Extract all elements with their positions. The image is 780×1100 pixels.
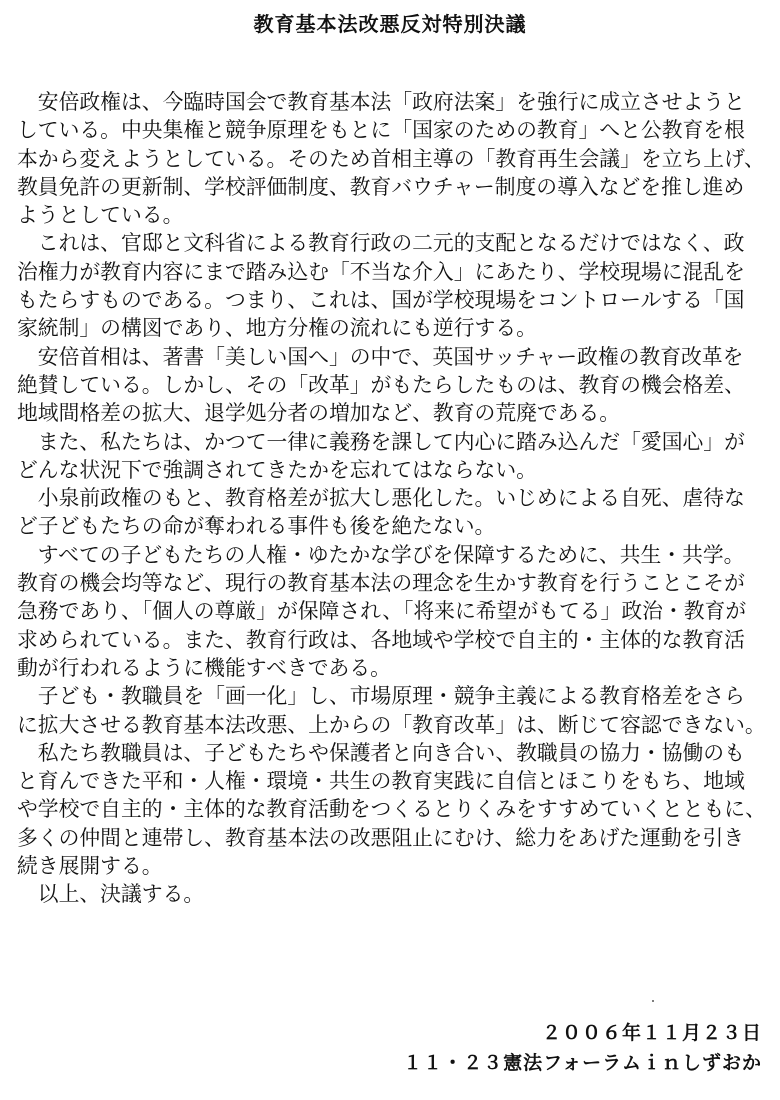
body-line: 安倍首相は、著書「美しい国へ」の中で、英国サッチャー政権の教育改革を <box>17 344 744 369</box>
body-line: に拡大させる教育基本法改悪、上からの「教育改革」は、断じて容認できない。 <box>17 712 766 737</box>
body-line: 教育の機会均等など、現行の教育基本法の理念を生かす教育を行うことこそが <box>17 571 745 596</box>
body-line: と育んできた平和・人権・環境・共生の教育実践に自信とほこりをもち、地域 <box>17 769 745 794</box>
body-line: これは、官邸と文科省による教育行政の二元的支配となるだけではなく、政 <box>17 231 745 256</box>
body-line: 子ども・教職員を「画一化」し、市場原理・競争主義による教育格差をさら <box>17 684 745 709</box>
body-line: ようとしている。 <box>17 203 184 228</box>
body-line: や学校で自主的・主体的な教育活動をつくるとりくみをすすめていくとともに、 <box>17 797 766 822</box>
resolution-date: ２００６年１１月２３日 <box>541 1022 762 1044</box>
body-line: 求められている。また、教育行政は、各地域や学校で自主的・主体的な教育活 <box>17 627 745 652</box>
document-title: 教育基本法改悪反対特別決議 <box>253 12 527 36</box>
signature-block <box>403 1018 762 1078</box>
resolution-body <box>17 88 767 909</box>
body-line: 多くの仲間と連帯し、教育基本法の改悪阻止にむけ、総力をあげた運動を引き <box>17 825 745 850</box>
body-line: 治権力が教育内容にまで踏み込む「不当な介入」にあたり、学校現場に混乱を <box>17 259 745 284</box>
body-line: 続き展開する。 <box>17 854 163 879</box>
body-line: 家統制」の構図であり、地方分権の流れにも逆行する。 <box>17 316 537 341</box>
body-line: 教員免許の更新制、学校評価制度、教育バウチャー制度の導入などを推し進め <box>17 174 745 199</box>
organization-name: １１・２３憲法フォーラムｉｎしずおか <box>403 1052 762 1074</box>
body-line: また、私たちは、かつて一律に義務を課して内心に踏み込んだ「愛国心」が <box>17 429 745 454</box>
body-line: 急務であり、「個人の尊厳」が保障され、「将来に希望がもてる」政治・教育が <box>17 599 747 624</box>
body-line: 本から変えようとしている。そのため首相主導の「教育再生会議」を立ち上げ、 <box>17 146 765 171</box>
body-line: もたらすものである。つまり、これは、国が学校現場をコントロールする「国 <box>17 288 745 313</box>
body-line: すべての子どもたちの人権・ゆたかな学びを保障するために、共生・共学。 <box>17 542 745 567</box>
body-line: している。中央集権と競争原理をもとに「国家のための教育」へと公教育を根 <box>17 118 745 143</box>
body-line: 地域間格差の拡大、退学処分者の増加など、教育の荒廃である。 <box>17 401 621 426</box>
body-line: ど子どもたちの命が奪われる事件も後を絶たない。 <box>17 514 496 539</box>
body-line: 小泉前政権のもと、教育格差が拡大し悪化した。いじめによる自死、虐待な <box>17 486 745 511</box>
body-line: 以上、決議する。 <box>17 882 205 907</box>
body-line: 私たち教職員は、子どもたちや保護者と向き合い、教職員の協力・協働のも <box>17 740 745 765</box>
body-line: 動が行われるように機能すべきである。 <box>17 655 391 680</box>
body-line: どんな状況下で強調されてきたかを忘れてはならない。 <box>17 457 537 482</box>
body-line: 安倍政権は、今臨時国会で教育基本法「政府法案」を強行に成立させようと <box>17 90 745 114</box>
body-line: 絶賛している。しかし、その「改革」がもたらしたものは、教育の機会格差、 <box>17 372 745 397</box>
scan-speck <box>652 1000 654 1002</box>
